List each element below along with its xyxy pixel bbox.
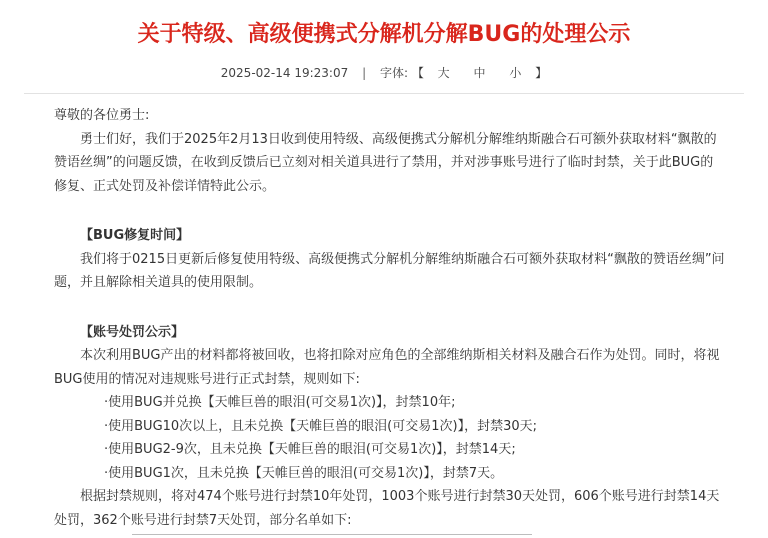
section-heading-penalty: 【账号处罚公示】 [80, 324, 185, 340]
closing-paragraph: 根据封禁规则，将对474个账号进行封禁10年处罚，1003个账号进行封禁30天处罚，606个账号进行封禁14天处罚，362个账号进行封禁7天处罚，部分名单如下: [54, 489, 720, 528]
bracket-close: 】 [535, 66, 548, 80]
penalty-paragraph: 本次利用BUG产出的材料都将被回收，也将扣除对应角色的全部维纳斯相关材料及融合石作为处罚。同时，将视BUG使用的情况对违规账号进行正式封禁，规则如下: [54, 348, 720, 387]
publish-datetime: 2025-02-14 19:23:07 [220, 66, 349, 80]
article-meta [24, 64, 744, 82]
article-body [24, 104, 744, 532]
rule-item: ·使用BUG2-9次，且未兑换【天帷巨兽的眼泪(可交易1次)】，封禁14天; [104, 442, 516, 457]
rule-item: ·使用BUG并兑换【天帷巨兽的眼泪(可交易1次)】，封禁10年; [104, 395, 456, 410]
table-top-border [132, 534, 532, 535]
greeting-text: 尊敬的各位勇士: [54, 108, 150, 123]
header-divider [24, 93, 744, 94]
fix-time-paragraph: 我们将于0215日更新后修复使用特级、高级便携式分解机分解维纳斯融合石可额外获取材料“飘散的赞语丝绸”问题，并且解除相关道具的使用限制。 [54, 251, 725, 290]
font-size-small-button[interactable]: 小 [509, 66, 522, 80]
rule-item: ·使用BUG10次以上，且未兑换【天帷巨兽的眼泪(可交易1次)】，封禁30天; [104, 418, 538, 434]
section-heading-fix-time: 【BUG修复时间】 [80, 228, 190, 243]
meta-separator: | [362, 66, 367, 80]
bracket-open: 【 [411, 66, 424, 80]
font-size-medium-button[interactable]: 中 [473, 66, 486, 80]
font-size-label: 字体: [379, 66, 408, 80]
font-size-large-button[interactable]: 大 [437, 66, 450, 80]
article-title: 关于特级、高级便携式分解机分解BUG的处理公示 [137, 22, 631, 47]
intro-paragraph: 勇士们好，我们于2025年2月13日收到使用特级、高级便携式分解机分解维纳斯融合石可额外获取材料“飘散的赞语丝绸”的问题反馈，在收到反馈后已立刻对相关道具进行了禁用，并对涉事账号进行了临时封禁，关于此BUG的修复、正式处罚及补偿详情特此公示。 [54, 131, 717, 194]
rule-item: ·使用BUG1次，且未兑换【天帷巨兽的眼泪(可交易1次)】，封禁7天。 [104, 465, 504, 481]
